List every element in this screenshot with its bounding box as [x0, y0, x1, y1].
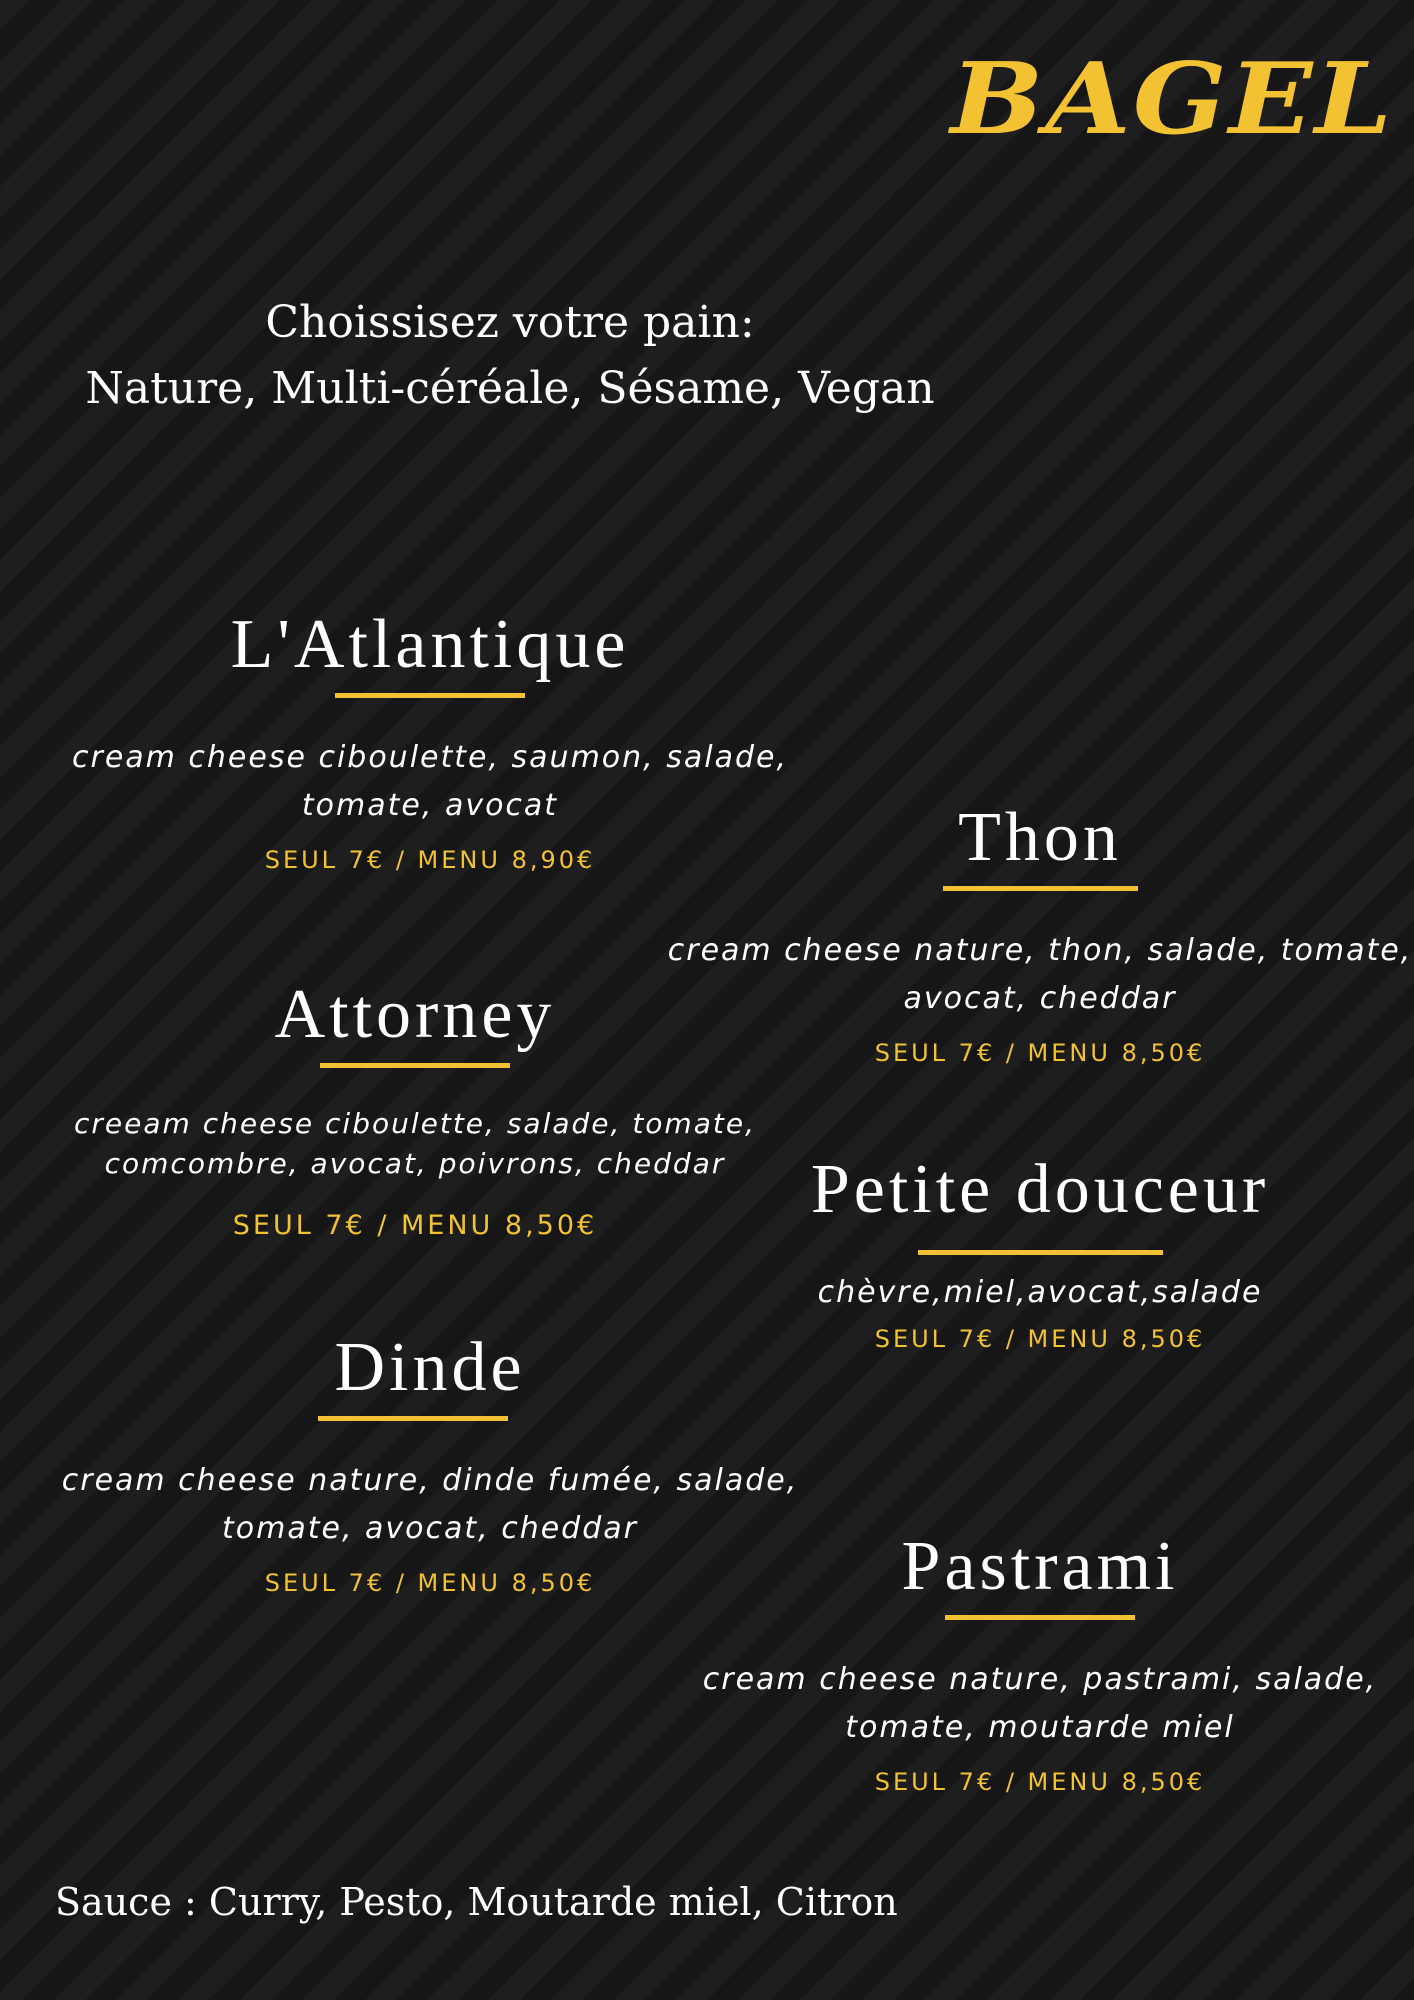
- description-line: chèvre,miel,avocat,salade: [817, 1275, 1263, 1310]
- description-line: avocat, cheddar: [903, 981, 1177, 1016]
- item-title: Thon: [958, 799, 1122, 876]
- item-title: Attorney: [274, 976, 556, 1053]
- item-price: SEUL 7€ / MENU 8,50€: [232, 1210, 598, 1241]
- title-underline: [918, 1250, 1163, 1255]
- item-description: [660, 1269, 1414, 1317]
- item-price: SEUL 7€ / MENU 8,50€: [874, 1039, 1206, 1067]
- description-line: comcombre, avocat, poivrons, cheddar: [104, 1147, 726, 1180]
- sauce-options: Sauce : Curry, Pesto, Moutarde miel, Citron: [55, 1880, 898, 1924]
- description-line: cream cheese nature, pastrami, salade,: [702, 1662, 1378, 1697]
- item-price: SEUL 7€ / MENU 8,50€: [264, 1569, 596, 1597]
- description-line: tomate, moutarde miel: [845, 1710, 1235, 1745]
- title-underline: [320, 1063, 510, 1068]
- bread-heading: Choissisez votre pain:: [265, 297, 755, 348]
- item-title: Dinde: [334, 1329, 526, 1406]
- description-line: cream cheese ciboulette, saumon, salade,: [71, 740, 789, 775]
- item-title: L'Atlantique: [230, 606, 630, 683]
- description-line: cream cheese nature, thon, salade, tomate,: [667, 933, 1413, 968]
- description-line: cream cheese nature, dinde fumée, salade,: [61, 1463, 799, 1498]
- title-underline: [318, 1416, 508, 1421]
- description-line: tomate, avocat: [301, 788, 559, 823]
- menu-item-pastrami: [660, 1527, 1414, 1796]
- item-title: Petite douceur: [810, 1151, 1270, 1228]
- brand-logo: BAGEL: [950, 42, 1394, 157]
- item-price: SEUL 7€ / MENU 8,50€: [874, 1768, 1206, 1796]
- description-line: tomate, avocat, cheddar: [222, 1511, 638, 1546]
- description-line: creeam cheese ciboulette, salade, tomate,: [74, 1107, 756, 1140]
- item-description: [660, 1656, 1414, 1752]
- title-underline: [335, 693, 525, 698]
- item-title: Pastrami: [901, 1528, 1179, 1605]
- bread-choice: [40, 290, 980, 422]
- item-price: SEUL 7€ / MENU 8,90€: [264, 846, 596, 874]
- bread-options: Nature, Multi-céréale, Sésame, Vegan: [85, 363, 935, 414]
- title-underline: [943, 886, 1138, 891]
- title-underline: [945, 1615, 1135, 1620]
- item-price: SEUL 7€ / MENU 8,50€: [874, 1325, 1206, 1353]
- menu-item-petite-douceur: [660, 1150, 1414, 1353]
